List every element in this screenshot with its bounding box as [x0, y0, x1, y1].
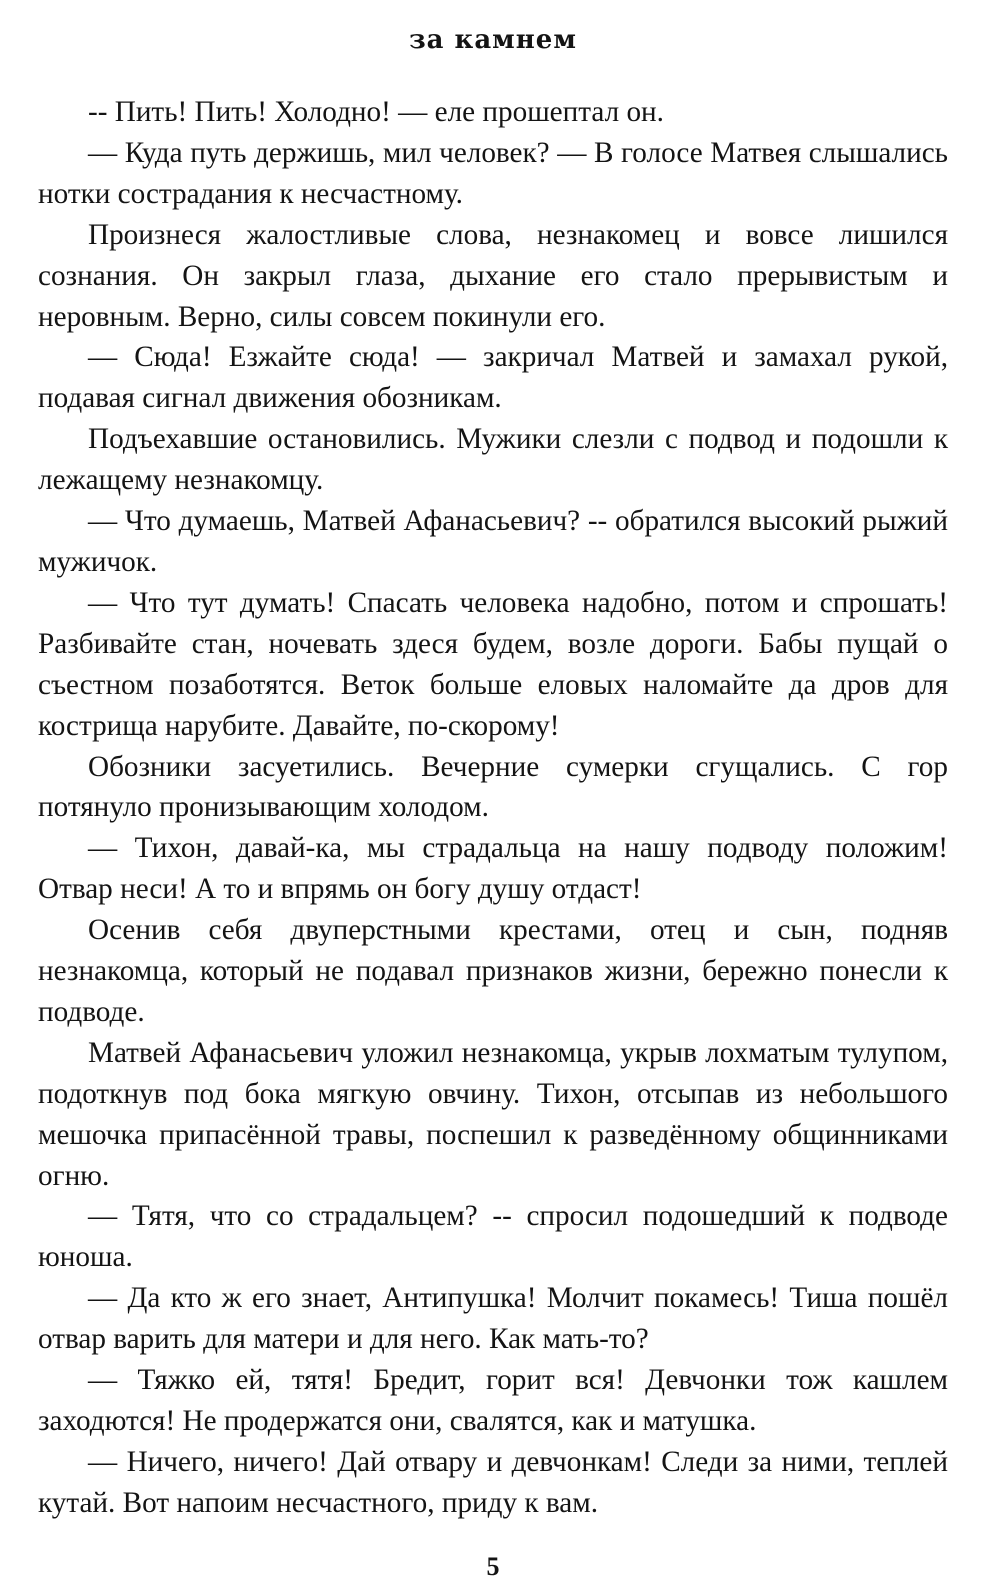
paragraph: -- Пить! Пить! Холодно! — еле прошептал он.: [88, 96, 664, 128]
paragraph: Осенив себя двуперстными крестами, отец и сын, подняв незнакомца, который не подавал признаков жизни, бережно понесли к подводе.: [38, 914, 948, 1028]
paragraph: Подъехавшие остановились. Мужики слезли с подвод и подошли к лежащему незнакомцу.: [38, 423, 948, 497]
paragraph: Обозники засуетились. Вечерние сумерки сгущались. С гор потянуло пронизывающим холодом.: [38, 750, 948, 824]
paragraph: — Да кто ж его знает, Антипушка! Молчит покамесь! Тиша пошёл отвар варить для матери и для него. Как мать-то?: [38, 1282, 948, 1356]
paragraph: Произнеся жалостливые слова, незнакомец и вовсе лишился сознания. Он закрыл глаза, дыхание его стало прерывистым и неровным. Верно, силы совсем покинули его.: [38, 218, 948, 333]
paragraph: — Куда путь держишь, мил человек? — В голосе Матвея слышались нотки сострадания к несчастному.: [38, 136, 948, 210]
paragraph: — Сюда! Езжайте сюда! — закричал Матвей и замахал рукой, подавая сигнал движения обозникам.: [38, 341, 948, 415]
body-text: [38, 92, 948, 1524]
paragraph: — Тихон, давай-ка, мы страдальца на нашу подводу положим! Отвар неси! А то и впрямь он богу душу отдаст!: [38, 832, 948, 906]
paragraph: Матвей Афанасьевич уложил незнакомца, укрыв лохматым тулупом, подоткнув под бока мягкую овчину. Тихон, отсыпав из небольшого мешочка припасённой травы, поспешил к разведённому общинниками огню.: [38, 1036, 948, 1192]
page-number: 5: [486, 1552, 500, 1581]
paragraph: — Тяжко ей, тятя! Бредит, горит вся! Девчонки тож кашлем заходются! Не продержатся они, свалятся, как и матушка.: [38, 1364, 948, 1437]
paragraph: — Что думаешь, Матвей Афанасьевич? -- обратился высокий рыжий мужичок.: [38, 505, 948, 578]
book-page: [38, 22, 948, 1581]
paragraph: — Что тут думать! Спасать человека надобно, потом и спрошать! Разбивайте стан, ночевать здеся будем, возле дороги. Бабы пущай о съестном позаботятся. Веток больше еловых наломайте да дров для кострища нарубите. Давайте, по-скорому!: [38, 586, 948, 742]
paragraph: — Ничего, ничего! Дай отвару и девчонкам! Следи за ними, теплей кутай. Вот напоим несчастного, приду к вам.: [38, 1445, 948, 1519]
paragraph: — Тятя, что со страдальцем? -- спросил подошедший к подводе юноша.: [38, 1200, 948, 1274]
running-head: за камнем: [409, 25, 577, 55]
